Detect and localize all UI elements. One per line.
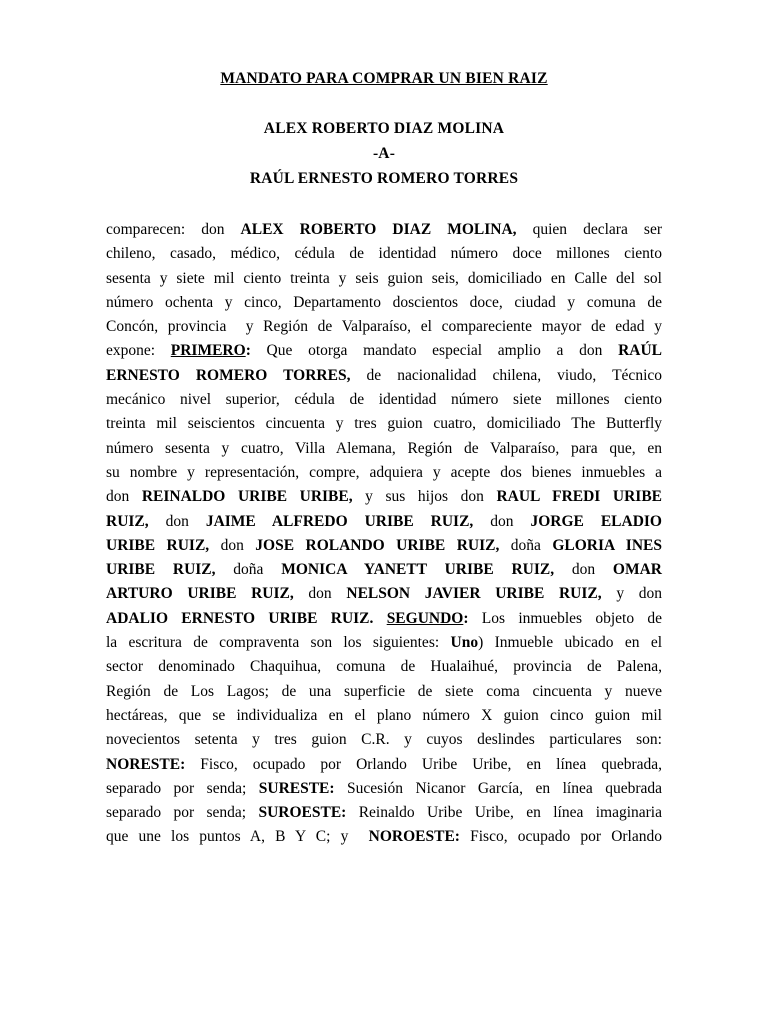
body-line xyxy=(106,437,662,461)
body-text-segment: mecánico nivel superior, cédula de identidad número siete millones ciento xyxy=(106,391,662,409)
bold-text: URIBE RUIZ, xyxy=(106,561,216,579)
body-line xyxy=(106,582,662,606)
body-text-segment: hectáreas, que se individualiza en el plano número X guion cinco guion mil xyxy=(106,706,662,724)
party-separator: -A- xyxy=(372,145,396,162)
body-text-segment: don xyxy=(106,488,142,506)
body-line xyxy=(106,680,662,704)
body-line xyxy=(106,558,662,582)
body-text-segment: la escritura de compraventa son los siguientes: xyxy=(106,634,451,652)
body-text-segment: sector denominado Chaquihua, comuna de Hualaihué, provincia de Palena, xyxy=(106,658,662,676)
body-text-segment: don xyxy=(148,512,206,530)
bold-text: Uno xyxy=(450,634,479,652)
body-text-segment: de nacionalidad chilena, viudo, Técnico xyxy=(350,366,663,384)
bold-text: RUIZ, xyxy=(106,512,149,530)
body-text-segment: su nombre y representación, compre, adquiera y acepte dos bienes inmuebles a xyxy=(106,463,662,481)
body-line xyxy=(106,655,662,679)
body-line xyxy=(106,388,662,412)
bold-text: RAÚL xyxy=(618,342,662,360)
bold-text: SEGUNDO xyxy=(386,609,464,627)
bold-text: : xyxy=(463,609,469,627)
bold-text: ERNESTO ROMERO TORRES, xyxy=(106,366,351,384)
body-line xyxy=(106,291,662,315)
bold-text: MONICA YANETT URIBE RUIZ, xyxy=(281,561,555,579)
body-text-segment: novecientos setenta y tres guion C.R. y cuyos deslindes particulares son: xyxy=(106,731,662,749)
bold-text: ALEX ROBERTO DIAZ MOLINA, xyxy=(240,221,517,238)
body-text-segment xyxy=(373,610,386,627)
body-line xyxy=(106,777,662,801)
body-text-segment: Que otorga mandato especial amplio a don xyxy=(250,342,619,360)
bold-text: NOROESTE: xyxy=(368,828,460,846)
body-text-segment: treinta mil seiscientos cincuenta y tres guion cuatro, domiciliado The Butterfly xyxy=(106,415,662,433)
body-line xyxy=(106,242,662,266)
body-text-segment: número sesenta y cuatro, Villa Alemana, Región de Valparaíso, para que, en xyxy=(106,439,662,457)
bold-text: NELSON JAVIER URIBE RUIZ, xyxy=(346,585,602,603)
document-body xyxy=(106,218,662,850)
bold-text: ARTURO URIBE RUIZ, xyxy=(106,585,294,603)
bold-text: RAUL FREDI URIBE xyxy=(496,488,662,506)
body-text-segment: Concón, provincia y Región de Valparaíso, el compareciente mayor de edad y xyxy=(106,318,662,336)
body-text-segment: Fisco, ocupado por Orlando xyxy=(459,828,662,846)
bold-text: : xyxy=(245,342,251,360)
body-line xyxy=(106,461,662,485)
bold-text: URIBE RUIZ, xyxy=(106,536,210,554)
bold-text: NORESTE: xyxy=(106,755,186,773)
bold-text: OMAR xyxy=(612,561,662,579)
body-line xyxy=(106,315,662,339)
body-text-segment: Reinaldo Uribe Uribe, en línea imaginaria xyxy=(346,804,662,822)
body-line xyxy=(106,825,662,849)
party-one-name: ALEX ROBERTO DIAZ MOLINA xyxy=(263,120,505,137)
body-line xyxy=(106,412,662,436)
body-text-segment: separado por senda; xyxy=(106,804,259,822)
bold-text: SUROESTE: xyxy=(258,804,347,822)
body-line xyxy=(106,631,662,655)
body-text-segment: expone: xyxy=(106,342,171,360)
party-two-name: RAÚL ERNESTO ROMERO TORRES xyxy=(249,170,519,187)
body-text-segment: que une los puntos A, B Y C; y xyxy=(106,828,369,846)
body-line xyxy=(106,534,662,558)
body-text-segment: chileno, casado, médico, cédula de identidad número doce millones ciento xyxy=(106,245,662,263)
body-text-segment: don xyxy=(209,536,256,554)
body-line xyxy=(106,704,662,728)
body-line xyxy=(106,339,662,363)
bold-text: JAIME ALFREDO URIBE RUIZ, xyxy=(205,512,474,530)
body-text-segment: Sucesión Nicanor García, en línea quebrada xyxy=(334,779,662,797)
body-text-segment: doña xyxy=(215,561,282,579)
document-title: MANDATO PARA COMPRAR UN BIEN RAIZ xyxy=(220,70,548,87)
body-text-segment: Fisco, ocupado por Orlando Uribe Uribe, en línea quebrada, xyxy=(185,755,662,773)
bold-text: REINALDO URIBE URIBE, xyxy=(141,488,353,506)
bold-text: JOSE ROLANDO URIBE RUIZ, xyxy=(255,536,500,554)
body-line xyxy=(106,485,662,509)
body-text-segment: don xyxy=(473,512,531,530)
body-text-segment: doña xyxy=(499,536,553,554)
body-line xyxy=(106,801,662,825)
bold-text: ADALIO ERNESTO URIBE RUIZ. xyxy=(106,609,374,627)
body-line xyxy=(106,510,662,534)
body-text-segment: quien declara ser xyxy=(516,221,662,238)
body-text-segment: y don xyxy=(601,585,663,603)
body-text-segment: Los inmuebles objeto de xyxy=(468,609,662,627)
body-text-segment: Región de Los Lagos; de una superficie de siete coma cincuenta y nueve xyxy=(106,682,662,700)
body-text-segment: y sus hijos don xyxy=(352,488,497,506)
body-line xyxy=(106,218,662,242)
body-text-segment: comparecen: don xyxy=(106,221,241,238)
body-text-segment: don xyxy=(554,561,613,579)
body-text-segment: número ochenta y cinco, Departamento doscientos doce, ciudad y comuna de xyxy=(106,293,662,311)
bold-text: JORGE ELADIO xyxy=(530,512,662,530)
body-line xyxy=(106,364,662,388)
body-text-segment: don xyxy=(293,585,347,603)
body-text-segment: separado por senda; xyxy=(106,779,259,797)
body-line xyxy=(106,607,662,631)
bold-text: GLORIA INES xyxy=(552,536,662,554)
bold-text: SURESTE: xyxy=(258,779,335,797)
body-text-segment: ) Inmueble ubicado en el xyxy=(478,634,663,652)
bold-text: PRIMERO xyxy=(170,342,246,360)
body-text-segment: sesenta y siete mil ciento treinta y seis guion seis, domiciliado en Calle del sol xyxy=(106,269,662,287)
body-line xyxy=(106,267,662,291)
body-line xyxy=(106,728,662,752)
body-line xyxy=(106,753,662,777)
